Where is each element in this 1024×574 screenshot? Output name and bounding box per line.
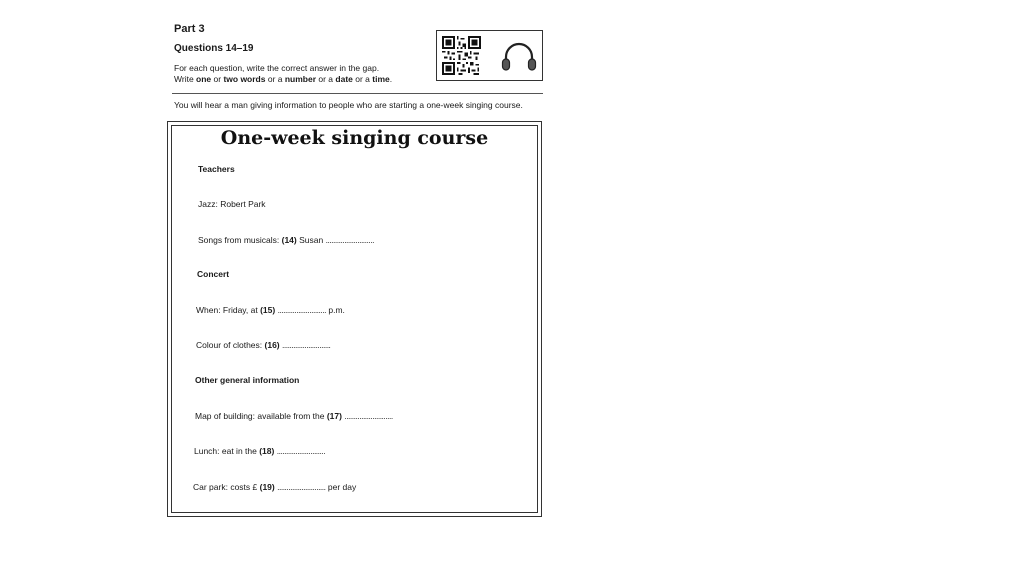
jazz-teacher: Jazz: Robert Park (198, 199, 266, 209)
form-title: One-week singing course (220, 127, 489, 149)
concert-heading: Concert (197, 269, 230, 279)
divider (172, 93, 543, 94)
intro-text: You will hear a man giving information to people who are starting a one-week singing course. (174, 100, 523, 110)
answer-blank-18[interactable]: .......................... (276, 446, 326, 456)
part-heading: Part 3 (174, 23, 205, 35)
teachers-heading: Teachers (198, 164, 235, 174)
question-14: Songs from musicals: (14) Susan .......................... (198, 235, 374, 245)
audio-media-box (436, 30, 543, 81)
question-16: Colour of clothes: (16) .......................... (196, 340, 331, 350)
question-18: Lunch: eat in the (18) .......................... (194, 446, 326, 456)
answer-blank-17[interactable]: .......................... (344, 411, 393, 421)
question-17: Map of building: available from the (17) .......................... (195, 411, 393, 421)
answer-blank-15[interactable]: .......................... (277, 305, 326, 315)
headphones-icon (499, 39, 539, 73)
question-19: Car park: costs £ (19) .......................... per day (193, 482, 357, 492)
qr-code-icon[interactable] (442, 36, 481, 75)
questions-heading: Questions 14–19 (174, 43, 254, 54)
other-info-heading: Other general information (195, 375, 300, 385)
answer-blank-19[interactable]: .......................... (277, 482, 326, 492)
answer-blank-14[interactable]: .......................... (325, 235, 374, 245)
answer-blank-16[interactable]: .......................... (282, 340, 331, 350)
instruction-line-2: Write one or two words or a number or a date or a time. (174, 74, 393, 84)
question-15: When: Friday, at (15) .......................... p.m. (196, 305, 345, 315)
notes-form-frame (167, 121, 542, 517)
instruction-line-1: For each question, write the correct answer in the gap. (174, 63, 380, 73)
